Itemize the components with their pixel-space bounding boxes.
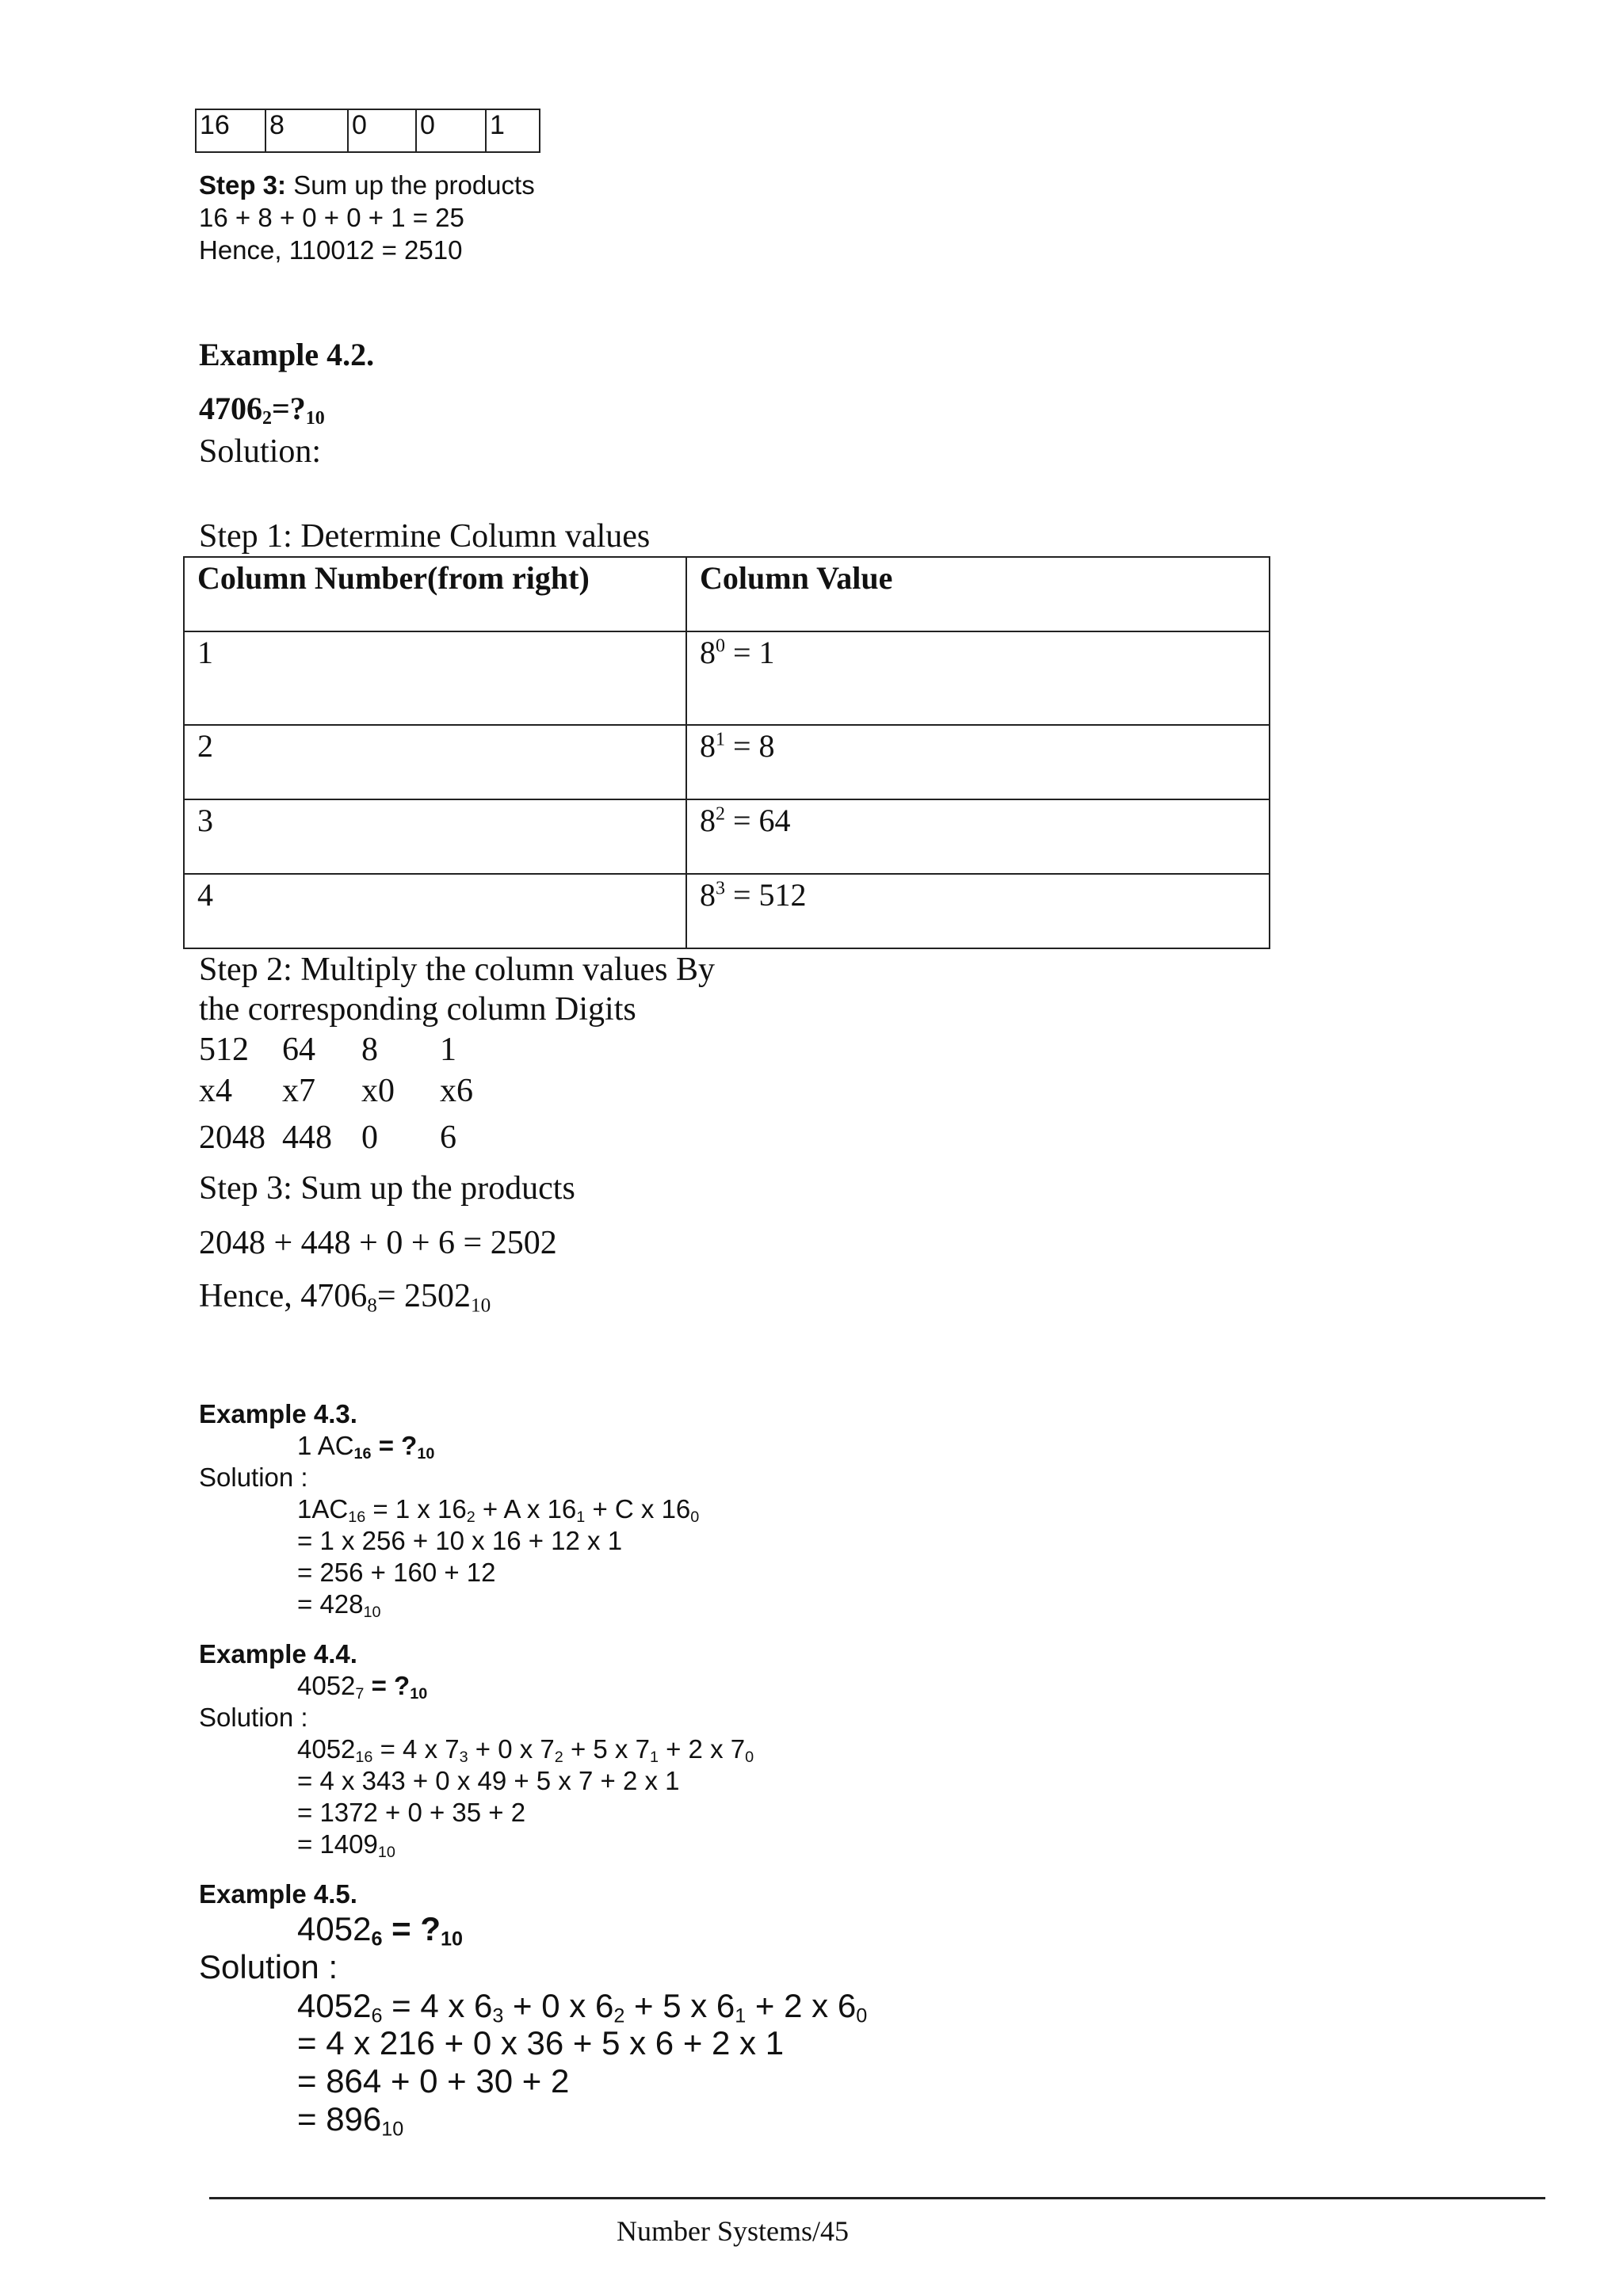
table-cell: $8^2 = 64$ — [686, 799, 1270, 874]
table-cell: $8^0 = 1$ — [686, 631, 1270, 725]
table-cell: $8^3 = 512$ — [686, 874, 1270, 948]
footer-divider — [209, 2197, 1545, 2199]
solution-label: Solution: — [199, 433, 322, 470]
table-cell: 8 — [265, 109, 348, 152]
problem-equals: =? — [272, 391, 306, 426]
hence-line: Hence, $4706_8= 2502_{10}$ — [199, 1278, 491, 1317]
hence-line: Hence, 110012 = 2510 — [199, 235, 463, 265]
step-label: Step 3: — [199, 170, 287, 200]
example-problem: $4052_7$ = $?_{10}$ — [297, 1671, 428, 1703]
step3-line — [199, 170, 535, 200]
grid-cell: x4 — [199, 1073, 232, 1109]
grid-cell: 6 — [440, 1119, 456, 1156]
sum-line: 16 + 8 + 0 + 0 + 1 = 25 — [199, 203, 464, 232]
grid-cell: 1 — [440, 1032, 456, 1068]
table-cell: 0 — [416, 109, 486, 152]
example-title: Example 4.3. — [199, 1399, 357, 1428]
table-cell: 1 — [184, 631, 686, 725]
example-problem: $4052_6$ = $?_{10}$ — [297, 1910, 464, 1951]
page-footer: Number Systems/45 — [617, 2215, 849, 2247]
table-header: Column Value — [686, 557, 1270, 631]
product-digits-table — [195, 109, 540, 153]
problem-target-base: 10 — [305, 408, 325, 429]
grid-cell: 2048 — [199, 1119, 265, 1156]
step2-line: the corresponding column Digits — [199, 991, 636, 1028]
table-cell: 1 — [486, 109, 540, 152]
grid-cell: x7 — [282, 1073, 315, 1109]
example-title: Example 4.2. — [199, 337, 375, 372]
solution-line: = $1409_{10}$ — [297, 1829, 395, 1861]
solution-line: $4052_6 = 4$ x $6_3 + 0$ x $6_2 + 5$ x $6_1 + 2$ x $6_0$ — [297, 1987, 868, 2027]
grid-cell: 64 — [282, 1032, 315, 1068]
grid-cell: x6 — [440, 1073, 473, 1109]
step2-line: Step 2: Multiply the column values By — [199, 952, 715, 988]
solution-label: Solution : — [199, 1703, 308, 1732]
solution-line: $4052_{16} = 4$ x $7_3 + 0$ x $7_2 + 5$ x $7_1 + 2$ x $7_0$ — [297, 1734, 754, 1766]
step1-line: Step 1: Determine Column values — [199, 518, 651, 555]
grid-cell: 8 — [361, 1032, 378, 1068]
step-text: Sum up the products — [286, 170, 535, 200]
table-cell: 16 — [196, 109, 265, 152]
grid-cell: x0 — [361, 1073, 395, 1109]
table-cell: 2 — [184, 725, 686, 799]
solution-line: = 4 x 216 + 0 x 36 + 5 x 6 + 2 x 1 — [297, 2024, 785, 2061]
solution-label: Solution : — [199, 1948, 338, 1985]
example-title: Example 4.4. — [199, 1639, 357, 1669]
problem-number: 4706 — [199, 391, 262, 426]
table-cell: 0 — [348, 109, 416, 152]
table-header: Column Number(from right) — [184, 557, 686, 631]
solution-line: = $428_{10}$ — [297, 1589, 381, 1621]
solution-line: $1AC_{16} = 1$ x $16_2 + A$ x $16_1 + C$ x $16_0$ — [297, 1494, 700, 1526]
solution-line: = $896_{10}$ — [297, 2100, 404, 2141]
example-problem — [199, 390, 325, 427]
solution-line: = 4 x 343 + 0 x 49 + 5 x 7 + 2 x 1 — [297, 1766, 680, 1795]
solution-line: = 1372 + 0 + 35 + 2 — [297, 1798, 526, 1827]
example-title: Example 4.5. — [199, 1879, 357, 1909]
grid-cell: 0 — [361, 1119, 378, 1156]
table-cell: 4 — [184, 874, 686, 948]
problem-base: 2 — [262, 408, 272, 429]
solution-label: Solution : — [199, 1463, 308, 1492]
solution-line: = 256 + 160 + 12 — [297, 1558, 496, 1587]
grid-cell: 448 — [282, 1119, 332, 1156]
table-cell: 3 — [184, 799, 686, 874]
step3-line: Step 3: Sum up the products — [199, 1170, 575, 1207]
column-values-table — [183, 556, 1270, 949]
solution-line: = 864 + 0 + 30 + 2 — [297, 2062, 570, 2100]
sum-line: 2048 + 448 + 0 + 6 = 2502 — [199, 1225, 557, 1261]
grid-cell: 512 — [199, 1032, 249, 1068]
example-problem: 1 $AC_{16}$ = $?_{10}$ — [297, 1431, 435, 1463]
table-cell: $8^1 = 8$ — [686, 725, 1270, 799]
solution-line: = 1 x 256 + 10 x 16 + 12 x 1 — [297, 1526, 623, 1555]
